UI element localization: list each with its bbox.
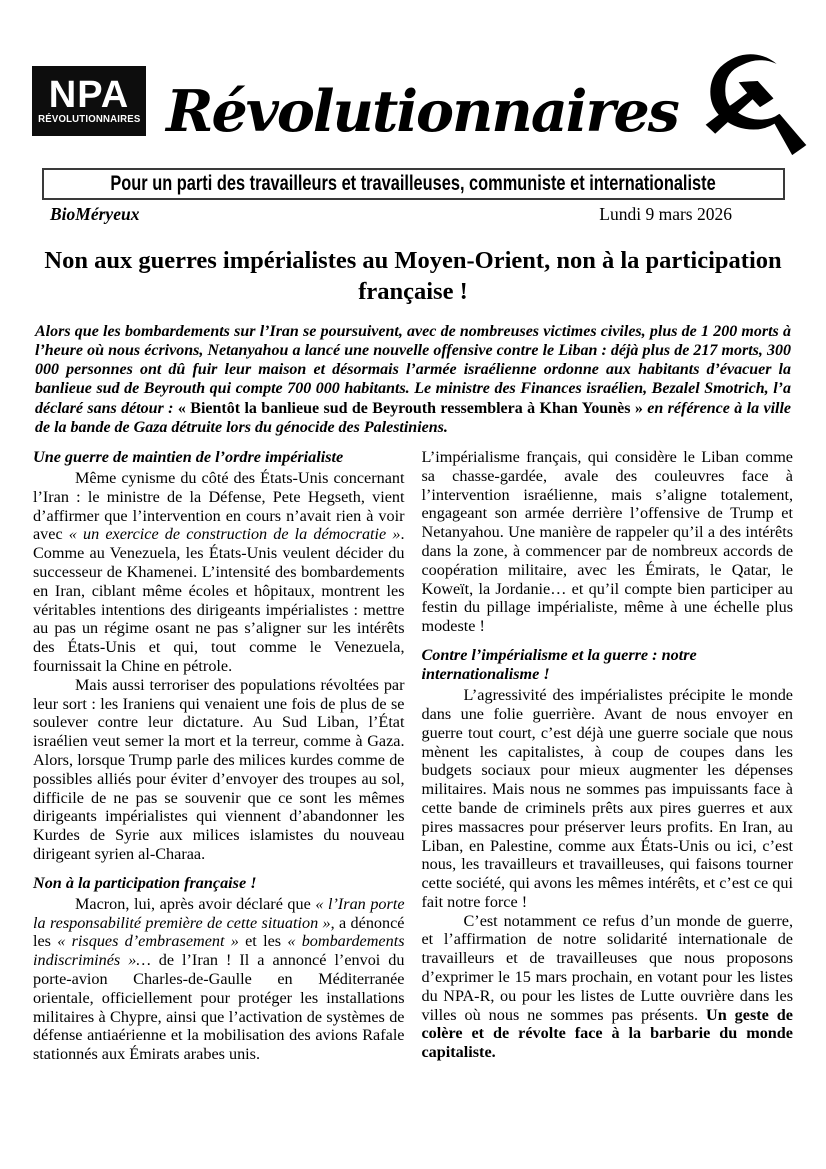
column-left xyxy=(33,448,405,1064)
text-segment: « un exercice de construction de la démocratie » xyxy=(68,525,401,544)
headline: Non aux guerres impérialistes au Moyen-Orient, non à la participation française ! xyxy=(44,247,782,305)
intro-paragraph xyxy=(35,322,791,437)
masthead-title: Révolutionnaires xyxy=(166,78,678,145)
article-paragraph xyxy=(33,895,405,1064)
article-paragraph xyxy=(422,448,794,636)
banner-box xyxy=(42,168,785,200)
article-paragraph xyxy=(33,676,405,864)
text-segment: Un geste de colère et de révolte face à la barbarie du monde capitaliste. xyxy=(421,1005,793,1062)
article-paragraph xyxy=(422,912,794,1062)
hammer-and-sickle-icon: ☭ xyxy=(694,27,818,188)
banner-tagline: Pour un parti des travailleurs et travailleuses, communiste et internationaliste xyxy=(110,172,717,195)
text-segment: « bombardements indiscriminés »… xyxy=(33,932,405,970)
npa-logo-subtitle: RÉVOLUTIONNAIRES xyxy=(37,113,141,125)
text-segment: L’impérialisme français, qui considère le Liban comme sa chasse-gardée, avale des couleuvres face à l’intervention israélienne, mais s’aligne totalement, engageant son armée derrière l’offensive de Trump et Netanyahou. Une manière de rappeler qu’il a des intérêts dans la zone, à commencer par de nombreux accords de coopération militaire, avec les Émirats, le Qatar, le Koweït, la Jordanie… et qu’il compte bien participer au festin du pillage impérialiste, même à une échelle plus modeste ! xyxy=(421,447,793,636)
text-segment: « Bientôt la banlieue sud de Beyrouth ressemblera à Khan Younès » xyxy=(177,399,643,417)
text-segment: Macron, lui, après avoir déclaré que xyxy=(75,894,316,913)
text-segment: Même cynisme du côté des États-Unis concernant l’Iran : le ministre de la Défense, Pete Hegseth, vient d’affirmer que l’intervention en cours n’avait rien à voir avec xyxy=(33,469,405,544)
text-segment: « l’Iran porte la responsabilité première de cette situation » xyxy=(33,894,405,932)
text-segment: , a dénoncé les xyxy=(33,913,405,951)
text-segment: Mais aussi terroriser des populations révoltées par leur sort : les Iraniens qui venaient une fois de plus de se soulever contre leur dictature. Au Sud Liban, l’État israélien veut semer la mort et la terreur, comme à Gaza. Alors, lorsque Trump parle des milices kurdes comme de possibles alliés pour éviter d’envoyer des troupes au sol, difficile de ne pas se souvenir que ce sont les mêmes dirigeants impérialistes qui viennent d’abandonner les Kurdes de Syrie aux milices islamistes du nouveau dirigeant syrien al-Charaa. xyxy=(33,675,405,863)
text-segment: C’est notamment ce refus d’un monde de guerre, et l’affirmation de notre solidarité internationale de travailleurs et de travailleuses que nous proposons d’exprimer le 15 mars prochain, en votant pour les listes du NPA-R, ou pour les listes de Lutte ouvrière dans les villes où nous ne sommes pas présents. xyxy=(421,911,793,1024)
section-heading: Une guerre de maintien de l’ordre impérialiste xyxy=(33,447,344,466)
section-heading: Non à la participation française ! xyxy=(33,873,257,892)
text-segment: Alors que les bombardements sur l’Iran se poursuivent, avec de nombreuses victimes civiles, plus de 1 200 morts à l’heure où nous écrivons, Netanyahou a lancé une nouvelle offensive contre le Liban : déjà plus de 217 morts, 300 000 personnes ont dû fuir leur maison et désormais l’armée israélienne ordonne aux habitants d’évacuer la banlieue sud de Beyrouth qui compte 700 000 habitants. Le ministre des Finances israélien, Bezalel Smotrich, l’a déclaré sans détour : xyxy=(35,322,791,417)
npa-logo-acronym: NPA xyxy=(48,74,130,117)
article-paragraph xyxy=(422,686,794,912)
text-segment: de l’Iran ! Il a annoncé l’envoi du porte-avion Charles-de-Gaulle en Méditerranée orientale, officiellement pour protéger les installations militaires à Chypre, ainsi que l’activation de systèmes de défense antiaérienne et la mobilisation des avions Rafale stationnés aux Émirats arabes unis. xyxy=(33,951,405,1064)
date-label: Lundi 9 mars 2026 xyxy=(599,204,732,224)
article-paragraph xyxy=(33,469,405,676)
npa-logo xyxy=(32,66,146,136)
column-right xyxy=(422,448,794,1064)
text-segment: et les xyxy=(238,932,288,951)
meta-row xyxy=(50,204,784,225)
masthead xyxy=(0,0,826,234)
text-segment: . Comme au Venezuela, les États-Unis veulent décider du successeur de Khamenei. L’intensité des bombardements en Iran, ciblant même écoles et hôpitaux, montrent les véritables intentions des dirigeants impérialistes : mettre au pas un régime osant ne pas s’aligner sur les intérêts des États-Unis et qui, tout comme le Venezuela, fournissait la Chine en pétrole. xyxy=(33,525,405,676)
location-label: BioMéryeux xyxy=(50,204,140,224)
text-segment: L’agressivité des impérialistes précipite le monde dans une folie guerrière. Avant de nous envoyer en guerre tout court, c’est déjà une guerre sociale que nous mènent les capitalistes, à coup de coupes dans les budgets sociaux pour mieux augmenter les dépenses militaires. Mais nous ne sommes pas impuissants face à cette bande de criminels prêts aux pires guerres et aux pires massacres pour préserver leurs profits. En Iran, au Liban, en Palestine, comme aux États-Unis ou ici, c’est nous, les travailleurs et travailleuses, qui faisons tourner cette société, qui avons les mêmes intérêts, et c’est ce qui fait notre force ! xyxy=(421,686,793,911)
text-segment: en référence à la ville de la bande de Gaza détruite lors du génocide des Palestiniens. xyxy=(35,399,792,436)
text-segment: « risques d’embrasement » xyxy=(57,932,239,951)
section-heading: Contre l’impérialisme et la guerre : notre internationalisme ! xyxy=(421,645,697,684)
article-columns xyxy=(33,448,793,1064)
